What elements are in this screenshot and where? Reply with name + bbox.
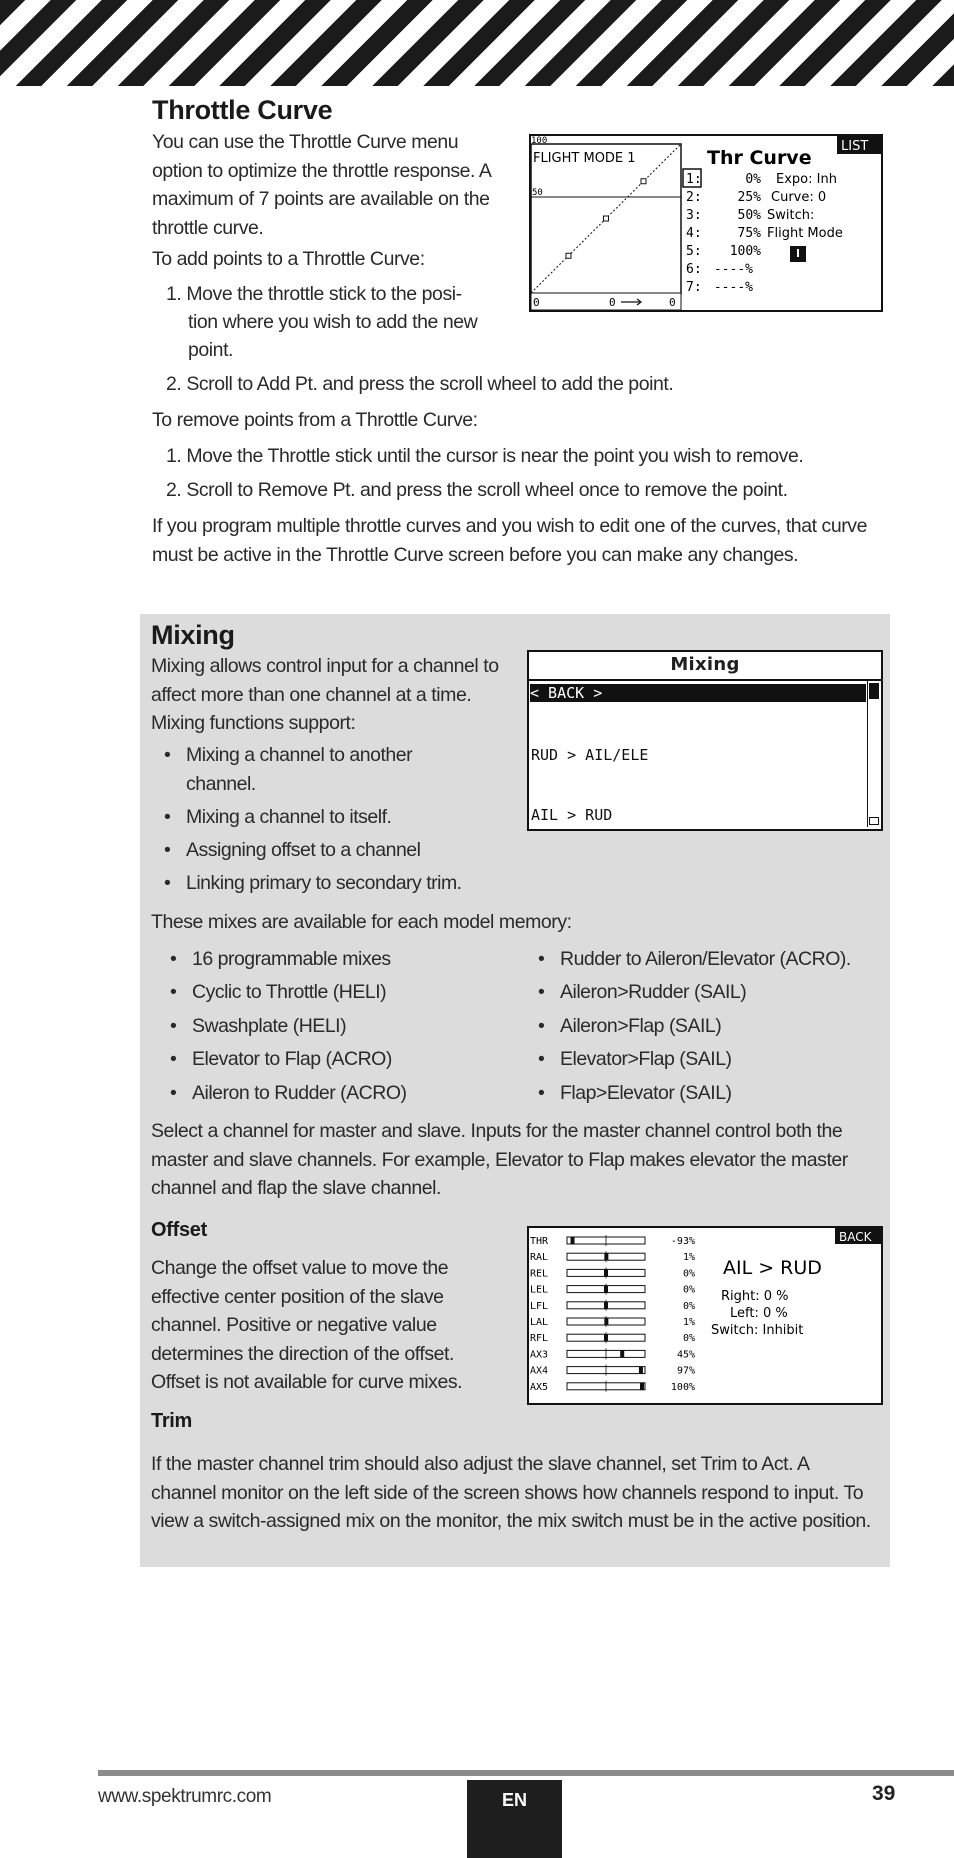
- channel-name: AX5: [530, 1381, 549, 1393]
- add-step-2: 2. Scroll to Add Pt. and press the scroll wheel to add the point.: [166, 373, 674, 395]
- mixes-available-intro: These mixes are available for each model memory:: [151, 911, 572, 933]
- mix-left-2: • Cyclic to Throttle (HELI): [170, 978, 386, 1007]
- switch-label: Switch:: [767, 208, 815, 223]
- section-title-throttle-curve: Throttle Curve: [152, 95, 333, 125]
- point-6-value: ----%: [713, 262, 753, 277]
- channel-position-marker: [604, 1269, 608, 1276]
- support-item-1-cont: channel.: [186, 773, 256, 795]
- channel-value: 1%: [682, 1252, 695, 1264]
- throttle-remove-intro: To remove points from a Throttle Curve:: [152, 409, 478, 431]
- channel-value: 97%: [676, 1365, 695, 1377]
- curve-label: Curve: 0: [771, 190, 827, 205]
- add-step-1-line2: tion where you wish to add the new: [188, 311, 478, 333]
- y-mid-label: 50: [532, 188, 543, 198]
- channel-value: 1%: [682, 1317, 695, 1328]
- channel-value: 0%: [682, 1333, 695, 1345]
- mix-left-3: • Swashplate (HELI): [170, 1012, 346, 1041]
- channel-value: 45%: [676, 1349, 695, 1361]
- mix-row-rud-ail-ele[interactable]: RUD > AIL/ELE: [531, 745, 649, 764]
- channel-position-marker: [604, 1286, 608, 1293]
- channel-position-marker: [639, 1367, 643, 1374]
- offset-title: Offset: [151, 1219, 207, 1241]
- scroll-down-arrow-icon[interactable]: [869, 817, 879, 825]
- x-value-label: 0: [609, 296, 616, 309]
- channel-value: 0%: [682, 1300, 695, 1312]
- channel-monitor: [529, 1228, 881, 1403]
- point-6-label: 6:: [686, 262, 702, 277]
- channel-position-marker: [571, 1237, 575, 1244]
- point-1-label: 1:: [686, 172, 702, 187]
- language-tab: EN: [467, 1780, 562, 1858]
- trim-title: Trim: [151, 1410, 193, 1432]
- channel-position-marker: [604, 1334, 608, 1341]
- flight-mode-label: FLIGHT MODE 1: [533, 151, 636, 166]
- expo-label: Expo: Inh: [776, 172, 837, 187]
- footer-rule: [98, 1770, 954, 1776]
- channel-position-marker: [604, 1318, 608, 1325]
- point-5-label: 5:: [686, 244, 702, 259]
- support-item-1: • Mixing a channel to another: [164, 741, 412, 770]
- channel-value: 0%: [682, 1268, 695, 1280]
- channel-value: -93%: [670, 1236, 695, 1247]
- curve-point: [604, 216, 609, 221]
- channel-position-marker: [620, 1350, 624, 1357]
- mix-left-4: • Elevator to Flap (ACRO): [170, 1045, 392, 1074]
- point-5-value: 100%: [729, 244, 761, 259]
- mixing-scrollbar[interactable]: [867, 681, 880, 827]
- throttle-intro: You can use the Throttle Curve menu option to optimize the throttle response. A maximum of 7 points are available on the throttle curve.: [152, 131, 491, 239]
- page-number: 39: [872, 1782, 896, 1805]
- mix-right-4: • Elevator>Flap (SAIL): [538, 1045, 732, 1074]
- point-3-label: 3:: [686, 208, 702, 223]
- remove-step-1: 1. Move the Throttle stick until the cursor is near the point you wish to remove.: [166, 445, 804, 467]
- mix-right-3: • Aileron>Flap (SAIL): [538, 1012, 721, 1041]
- mixing-screen: [527, 650, 883, 831]
- channel-name: LAL: [530, 1317, 549, 1328]
- channel-position-marker: [604, 1302, 608, 1309]
- channel-name: RAL: [530, 1252, 549, 1264]
- mix-right-1: • Rudder to Aileron/Elevator (ACRO).: [538, 945, 851, 974]
- channel-value: 0%: [682, 1284, 695, 1296]
- scrollbar-thumb[interactable]: [869, 683, 879, 699]
- mix-left-5: • Aileron to Rudder (ACRO): [170, 1079, 407, 1108]
- footer-url[interactable]: www.spektrumrc.com: [98, 1786, 272, 1807]
- remove-step-2: 2. Scroll to Remove Pt. and press the scroll wheel once to remove the point.: [166, 479, 788, 501]
- offset-switch: Switch: Inhibit: [711, 1323, 804, 1338]
- offset-right: Right: 0 %: [721, 1289, 789, 1304]
- curve-point: [641, 179, 646, 184]
- mix-left-1: • 16 programmable mixes: [170, 945, 391, 974]
- channel-position-marker: [640, 1383, 644, 1390]
- x-right-label: 0: [669, 296, 676, 309]
- curve-point: [566, 253, 571, 258]
- throttle-note: If you program multiple throttle curves and you wish to edit one of the curves, that curve must be active in the Throttle Curve screen before you can make any changes.: [152, 515, 867, 566]
- point-7-value: ----%: [713, 280, 753, 295]
- y-top-label: 100: [531, 136, 548, 146]
- point-7-label: 7:: [686, 280, 702, 295]
- channel-name: LFL: [530, 1300, 549, 1312]
- hazard-stripe-header: [0, 0, 954, 86]
- point-2-label: 2:: [686, 190, 702, 205]
- channel-name: AX3: [530, 1349, 549, 1361]
- channel-position-marker: [604, 1253, 608, 1260]
- throttle-curve-chart: [531, 136, 881, 310]
- offset-mix-title: AIL > RUD: [723, 1257, 822, 1279]
- trim-text: If the master channel trim should also adjust the slave channel, set Trim to Act. A channel monitor on the left side of the screen shows how channels respond to input. To view a switch-assigned mix on the monitor, the mix switch must be in the active position.: [151, 1453, 871, 1532]
- add-step-1-line1: 1. Move the throttle stick to the posi-: [166, 283, 462, 305]
- point-4-value: 75%: [737, 226, 761, 241]
- switch-value: Flight Mode: [767, 226, 843, 241]
- mix-right-5: • Flap>Elevator (SAIL): [538, 1079, 732, 1108]
- channel-name: REL: [530, 1268, 549, 1280]
- back-tag[interactable]: BACK: [839, 1230, 872, 1244]
- list-tag[interactable]: LIST: [841, 139, 869, 154]
- mixing-back-row[interactable]: < BACK >: [530, 684, 866, 702]
- offset-text: Change the offset value to move the effective center position of the slave channel. Positive or negative value determines the direction of the offset. Offset is not available for curve mixes.: [151, 1257, 463, 1393]
- point-2-value: 25%: [737, 190, 761, 205]
- support-item-2: • Mixing a channel to itself.: [164, 803, 391, 832]
- mixing-intro: Mixing allows control input for a channel to affect more than one channel at a time. Mixing functions support:: [151, 655, 499, 734]
- point-3-value: 50%: [737, 208, 761, 223]
- mix-row-ail-rud[interactable]: AIL > RUD: [531, 806, 613, 825]
- channel-name: THR: [530, 1236, 549, 1247]
- throttle-curve-screen: [529, 134, 883, 312]
- channel-name: LEL: [530, 1284, 549, 1296]
- mixing-screen-title: Mixing: [670, 654, 740, 675]
- throttle-add-intro: To add points to a Throttle Curve:: [152, 248, 425, 270]
- add-step-1-line3: point.: [188, 339, 234, 361]
- support-item-3: • Assigning offset to a channel: [164, 836, 420, 865]
- offset-screen: [527, 1226, 883, 1405]
- point-4-label: 4:: [686, 226, 702, 241]
- mixing-select-text: Select a channel for master and slave. Inputs for the master channel control both the master and slave channels. For example, Elevator to Flap makes elevator the master channel and flap the slave channel.: [151, 1120, 848, 1199]
- mix-right-2: • Aileron>Rudder (SAIL): [538, 978, 746, 1007]
- section-title-mixing: Mixing: [151, 620, 235, 650]
- support-item-4: • Linking primary to secondary trim.: [164, 869, 462, 898]
- channel-value: 100%: [670, 1381, 695, 1393]
- thr-curve-title: Thr Curve: [707, 147, 812, 169]
- point-1-value: 0%: [745, 172, 761, 187]
- channel-name: AX4: [530, 1365, 549, 1377]
- x-left-label: 0: [533, 296, 540, 309]
- offset-left: Left: 0 %: [730, 1306, 788, 1321]
- channel-name: RFL: [530, 1333, 549, 1345]
